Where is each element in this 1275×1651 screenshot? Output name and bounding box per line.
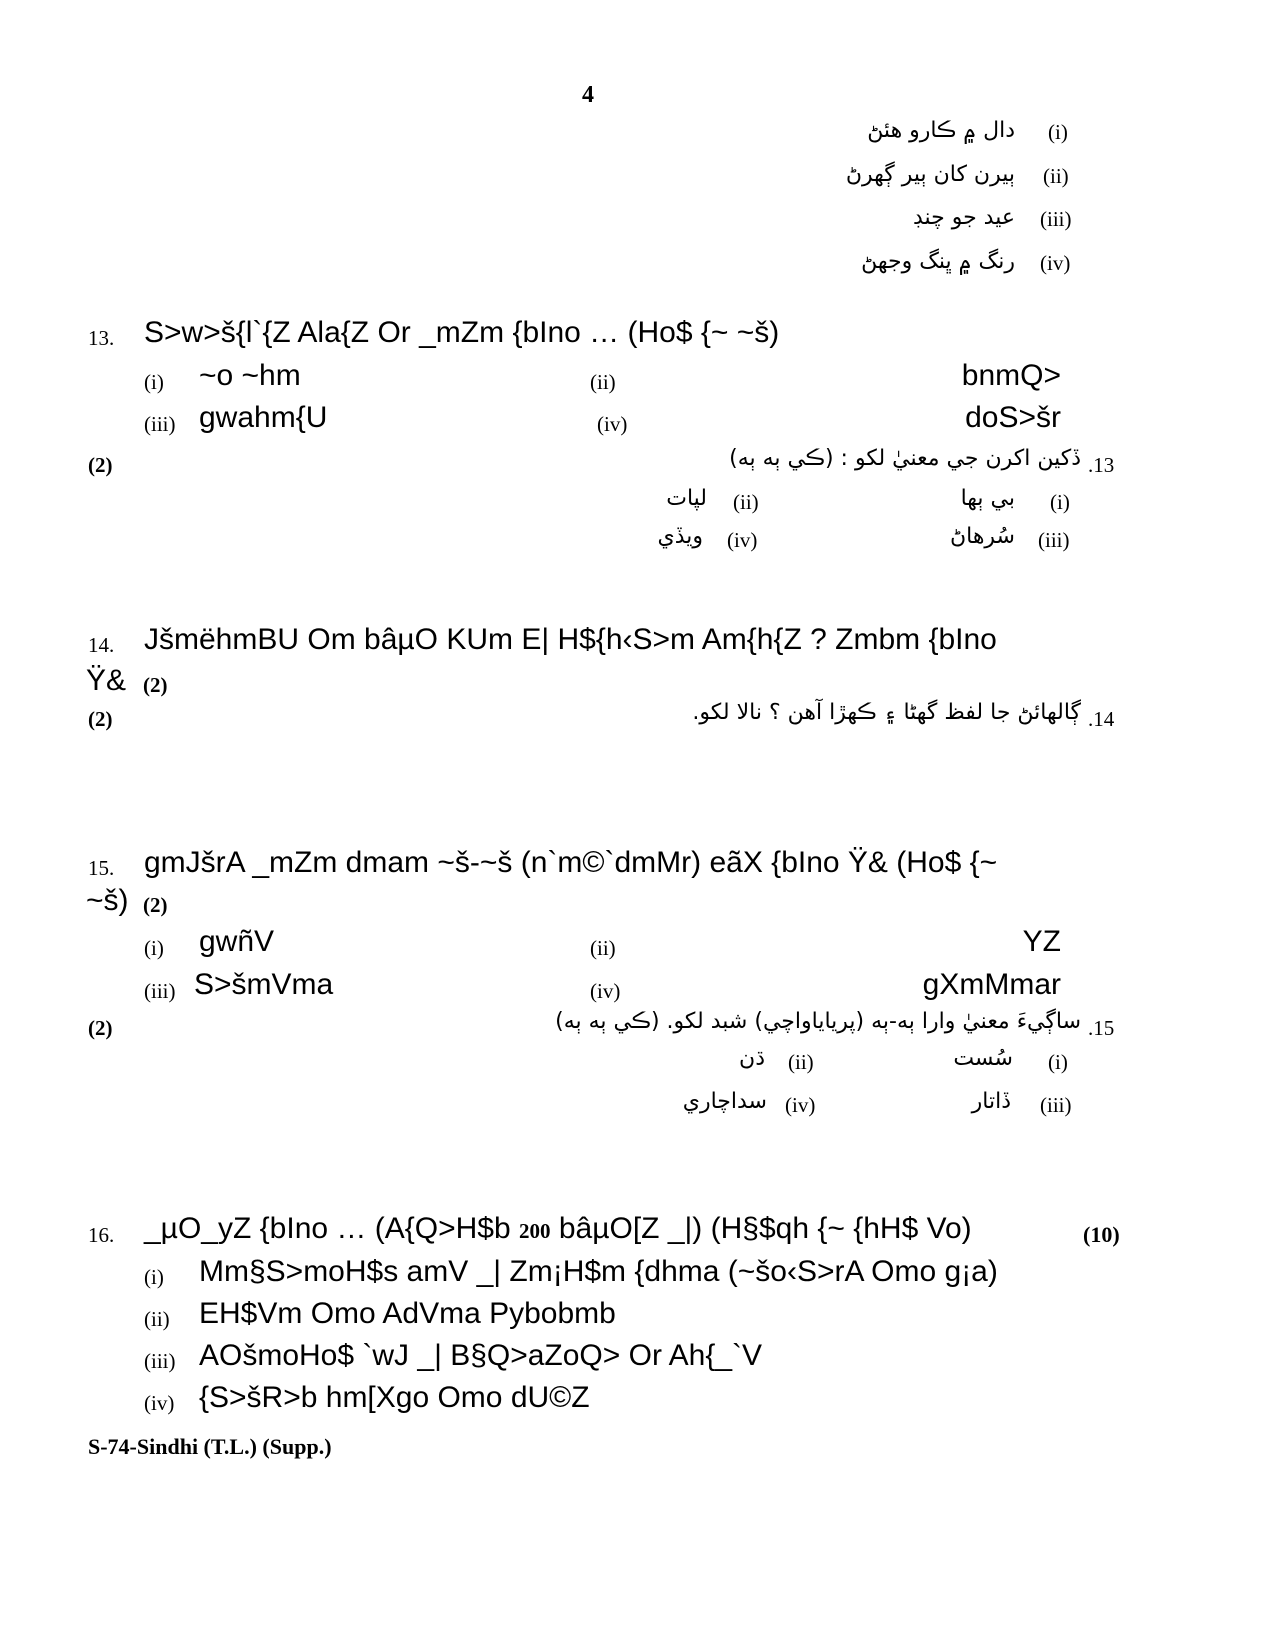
option-label: (ii)	[590, 936, 616, 960]
sindhi-option-label: (i)	[1050, 490, 1070, 514]
option-text: AOšmoHo$ `wJ _| B§Q>aZoQ> Or Ah{_`V	[199, 1339, 763, 1372]
option-label: (i)	[144, 370, 164, 394]
option-label: (iii)	[144, 1349, 176, 1373]
question-prompt: S>w>š{l`{Z Ala{Z Or _mZm {bIno … (Ho$ {~ ~š)	[144, 316, 780, 349]
marks: (2)	[88, 707, 113, 731]
sindhi-option-label: (ii)	[788, 1050, 814, 1074]
sindhi-option-text: ويڏي	[657, 524, 703, 549]
list-item: رنگ ۾ ڀنگ وجهڻ	[861, 249, 1015, 274]
question-prompt: JšmëhmBU Om bâµO KUm E| H${h‹S>m Am{h{Z ? Zmbm {bIno	[144, 623, 997, 656]
question-prompt-a: _µO_yZ {bIno … (A{Q>H$b	[144, 1212, 511, 1245]
option-label: (i)	[144, 1265, 164, 1289]
option-text: EH$Vm Omo AdVma Pybobmb	[199, 1297, 616, 1330]
sindhi-option-text: بي ٻها	[960, 486, 1015, 511]
sindhi-option-label: (iv)	[727, 528, 758, 552]
question-number: 15.	[88, 856, 115, 880]
question-number: 16.	[88, 1223, 115, 1247]
inline-marks: (2)	[143, 673, 168, 697]
option-text: {S>šR>b hm[Xgo Omo dU©Z	[199, 1381, 590, 1414]
option-label: (iv)	[590, 979, 621, 1003]
page-number: 4	[582, 82, 594, 108]
question-prompt-b: bâµO[Z _|) (H§$qh {~ {hH$ Vo)	[558, 1212, 972, 1245]
sindhi-option-text: لپات	[666, 486, 707, 511]
option-text: bnmQ>	[961, 359, 1061, 392]
sindhi-option-label: (ii)	[733, 490, 759, 514]
sindhi-question-number: .15	[1088, 1016, 1115, 1040]
inline-marks: (2)	[143, 893, 168, 917]
option-text: gwñV	[199, 925, 275, 958]
sindhi-option-text: ڌن	[739, 1046, 765, 1071]
list-label: (i)	[1048, 120, 1068, 144]
sindhi-option-label: (i)	[1048, 1050, 1068, 1074]
sindhi-question-prompt: ڏکين اکرن جي معنيٰ لکو : (ڪي ٻه ٻه)	[729, 446, 1081, 471]
option-label: (ii)	[144, 1307, 170, 1331]
option-label: (iv)	[144, 1391, 175, 1415]
marks: (2)	[88, 453, 113, 477]
sindhi-option-text: سُست	[953, 1046, 1013, 1071]
sindhi-question-number: .14	[1088, 707, 1115, 731]
sindhi-question-prompt: ساڳيءَ معنيٰ وارا ٻه-ٻه (پرياياواچي) شبد لکو. (ڪي ٻه ٻه)	[555, 1009, 1081, 1034]
question-prompt: gmJšrA _mZm dmam ~š-~š (n`m©`dmMr) eãX {bIno Ÿ& (Ho$ {~	[144, 846, 998, 879]
question-prompt	[144, 1212, 972, 1246]
option-text: gwahm{U	[199, 401, 328, 434]
question-number: 14.	[88, 633, 115, 657]
option-text: gXmMmar	[922, 968, 1061, 1001]
option-label: (iii)	[144, 412, 176, 436]
sindhi-option-text: سُرهاڻ	[949, 524, 1015, 549]
option-label: (i)	[144, 936, 164, 960]
sindhi-option-label: (iii)	[1038, 528, 1070, 552]
option-label: (ii)	[590, 370, 616, 394]
list-label: (iii)	[1040, 207, 1072, 231]
option-label: (iii)	[144, 979, 176, 1003]
sindhi-option-label: (iii)	[1040, 1093, 1072, 1117]
option-text: S>šmVma	[194, 968, 334, 1001]
sindhi-option-text: ڏاتار	[971, 1089, 1011, 1114]
option-label: (iv)	[597, 412, 628, 436]
marks: (2)	[88, 1016, 113, 1040]
list-item: ٻيرن کان ٻير ڳهرڻ	[845, 162, 1015, 187]
sindhi-question-prompt: ڳالهائڻ جا لفظ گهڻا ۽ ڪهڙا آهن ؟ نالا لکو.	[692, 700, 1081, 725]
marks: (10)	[1083, 1222, 1120, 1247]
sindhi-option-text: سداچاري	[682, 1089, 767, 1114]
option-text: doS>šr	[965, 401, 1061, 434]
question-number: 13.	[88, 326, 115, 350]
option-text: ~o ~hm	[199, 359, 301, 392]
option-text: YZ	[1022, 925, 1061, 958]
list-label: (ii)	[1043, 164, 1069, 188]
list-item: دال ۾ ڪارو هئڻ	[867, 118, 1015, 143]
question-prompt-continued: Ÿ&	[86, 664, 127, 697]
sindhi-question-number: .13	[1088, 453, 1115, 477]
list-item: عيد جو چنڊ	[912, 205, 1015, 230]
word-count: 200	[518, 1219, 551, 1243]
list-label: (iv)	[1040, 251, 1071, 275]
paper-code-footer: S-74-Sindhi (T.L.) (Supp.)	[88, 1434, 332, 1459]
option-text: Mm§S>moH$s amV _| Zm¡H$m {dhma (~šo‹S>rA Omo g¡a)	[199, 1255, 998, 1288]
question-prompt-continued: ~š)	[86, 884, 129, 917]
sindhi-option-label: (iv)	[785, 1093, 816, 1117]
